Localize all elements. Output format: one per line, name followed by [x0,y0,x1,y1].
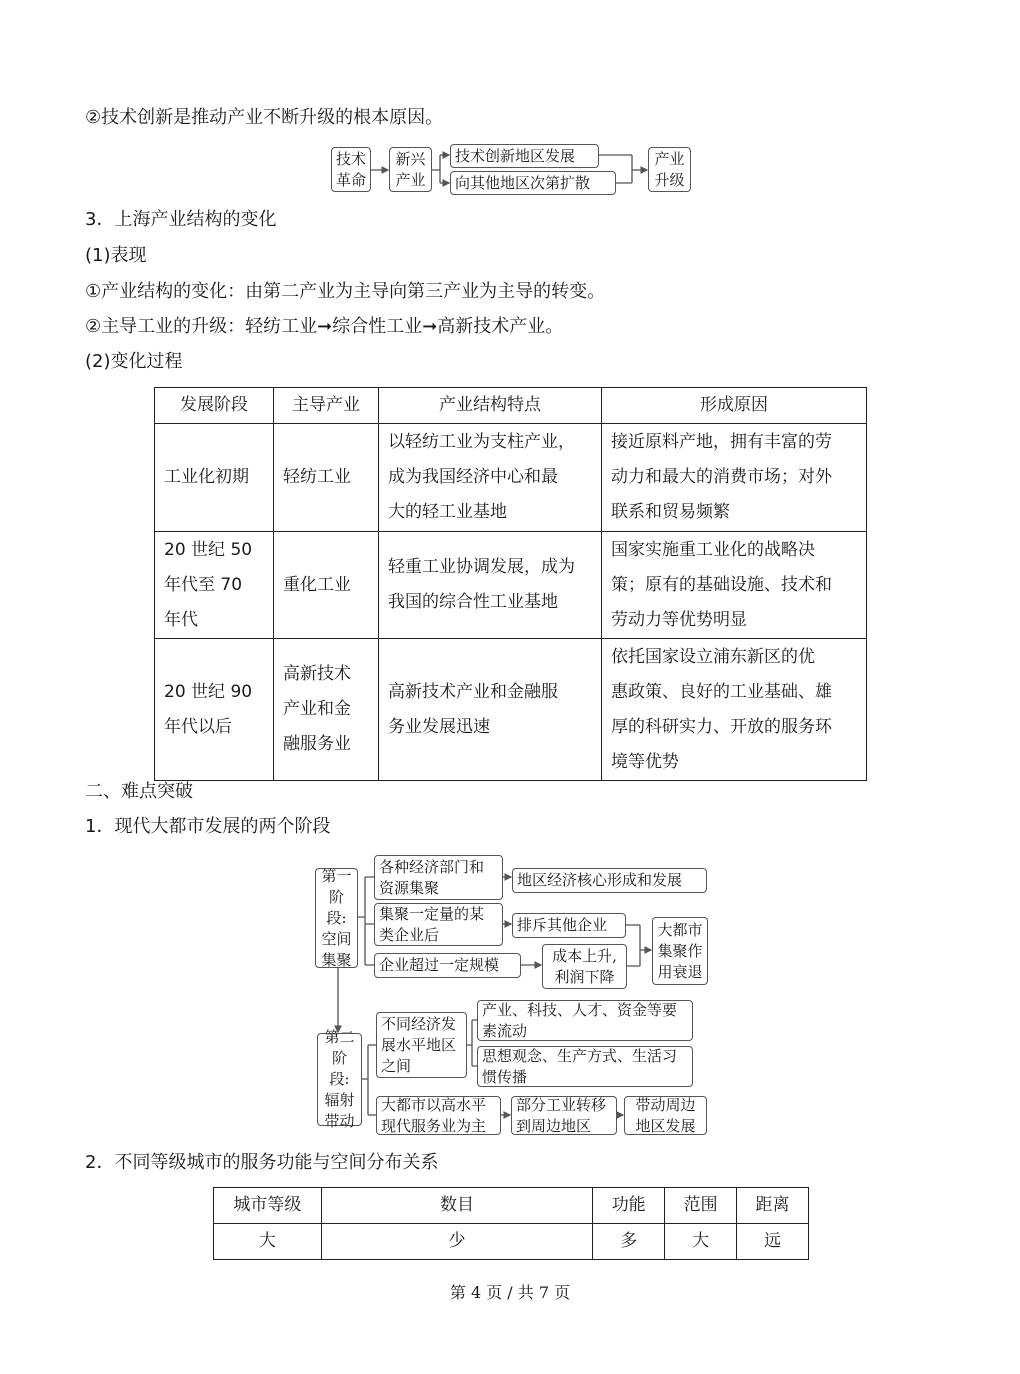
section-difficulties: 二、难点突破 [85,781,193,802]
box-s2-service: 大都市以高水平 现代服务业为主 [376,1096,501,1135]
box-s1-enterprise-gather: 集聚一定量的某 类企业后 [374,903,503,946]
header-cell: 距离 [737,1188,809,1224]
point-tech-innovation: ②技术创新是推动产业不断升级的根本原因。 [85,107,444,128]
header-cell: 产业结构特点 [379,388,602,424]
connector [432,155,440,183]
box-s1-exclude: 排斥其他企业 [512,913,626,938]
table-cell: 大 [665,1224,737,1260]
connector [362,1045,376,1115]
header-cell: 数目 [321,1188,592,1224]
header-cell: 形成原因 [602,388,867,424]
table-row [155,424,867,532]
header-cell: 范围 [665,1188,737,1224]
table-cell: 远 [737,1224,809,1260]
box-tech-revolution: 技术 革命 [331,147,371,192]
box-s2-idea-spread: 思想观念、生产方式、生活习 惯传播 [477,1046,693,1087]
table-cell: 以轻纺工业为支柱产业， 成为我国经济中心和最 大的轻工业基地 [379,424,602,532]
table-cell: 重化工业 [274,532,379,639]
heading-shanghai: 3．上海产业结构的变化 [85,209,277,230]
box-s1-core-forming: 地区经济核心形成和发展 [512,868,707,893]
table-cell: 接近原料产地，拥有丰富的劳 动力和最大的消费市场；对外 联系和贸易频繁 [602,424,867,532]
connector [358,877,374,965]
table-cell: 轻重工业协调发展，成为 我国的综合性工业基地 [379,532,602,639]
box-s1-decline: 大都市 集聚作 用衰退 [652,917,708,985]
box-new-industry: 新兴 产业 [389,147,432,192]
heading-two-stages: 1．现代大都市发展的两个阶段 [85,816,331,837]
item-industry-upgrade: ②主导工业的升级：轻纺工业➞综合性工业➞高新技术产业。 [85,316,564,337]
page-footer: 第 4 页 / 共 7 页 [449,1283,571,1302]
box-stage2: 第二 阶段: 辐射 带动 [317,1033,362,1126]
connector [626,925,640,966]
table-cell: 20 世纪 50 年代至 70 年代 [155,532,274,639]
header-cell: 功能 [593,1188,665,1224]
box-s1-oversize: 企业超过一定规模 [374,953,521,978]
table-cell: 高新技术 产业和金 融服务业 [274,639,379,781]
change-process-table [154,387,867,781]
table-cell: 20 世纪 90 年代以后 [155,639,274,781]
table-cell: 轻纺工业 [274,424,379,532]
box-s2-drive-surrounding: 带动周边 地区发展 [624,1096,707,1135]
table-header-row [214,1188,809,1224]
box-innovation-region: 技术创新地区发展 [450,144,599,168]
item-structure-change: ①产业结构的变化：由第二产业为主导向第三产业为主导的转变。 [85,281,606,302]
box-industry-upgrade: 产业 升级 [648,147,691,192]
box-s2-factor-flow: 产业、科技、人才、资金等要 素流动 [477,1000,693,1041]
table-cell: 大 [214,1224,322,1260]
heading-city-levels: 2．不同等级城市的服务功能与空间分布关系 [85,1152,439,1173]
table-cell: 工业化初期 [155,424,274,532]
box-s2-industry-transfer: 部分工业转移 到周边地区 [511,1096,617,1135]
table-cell: 多 [593,1224,665,1260]
table-cell: 依托国家设立浦东新区的优 惠政策、良好的工业基础、雄 厚的科研实力、开放的服务环 境等优势 [602,639,867,781]
header-cell: 城市等级 [214,1188,322,1224]
table-cell: 少 [321,1224,592,1260]
city-level-table [213,1187,809,1260]
box-s1-cost-rise: 成本上升, 利润下降 [542,944,627,989]
table-row [155,639,867,781]
connector [467,1020,477,1066]
table-cell: 高新技术产业和金融服 务业发展迅速 [379,639,602,781]
subheading-process: (2)变化过程 [85,351,183,372]
box-diffusion: 向其他地区次第扩散 [450,171,616,195]
box-s1-resource-gather: 各种经济部门和 资源集聚 [374,855,503,900]
box-stage1: 第一 阶段: 空间 集聚 [315,868,358,968]
box-s2-regions: 不同经济发 展水平地区 之间 [376,1012,467,1078]
table-row [214,1224,809,1260]
header-cell: 发展阶段 [155,388,274,424]
table-cell: 国家实施重工业化的战略决 策；原有的基础设施、技术和 劳动力等优势明显 [602,532,867,639]
table-header-row [155,388,867,424]
subheading-performance: (1)表现 [85,245,147,266]
header-cell: 主导产业 [274,388,379,424]
table-row [155,532,867,639]
